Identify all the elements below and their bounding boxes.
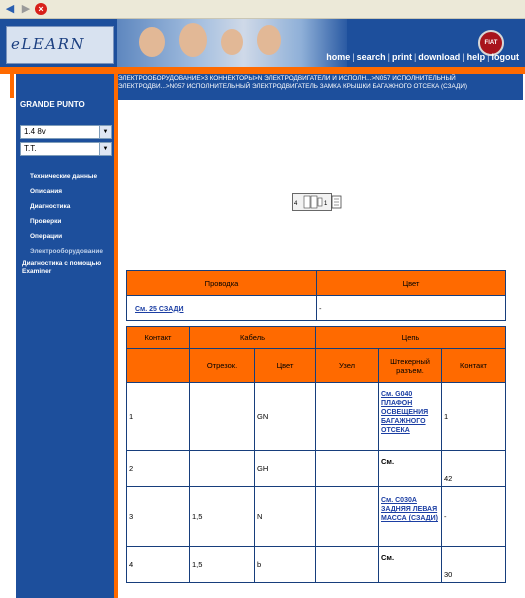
contact-cell: -	[442, 487, 506, 547]
top-nav: home | search | print | download | help | logout	[326, 52, 519, 62]
browser-toolbar	[0, 0, 525, 19]
connector-diagram	[292, 193, 342, 211]
node-cell	[316, 547, 379, 583]
table-row	[127, 487, 506, 547]
pin-cell: 4	[127, 547, 190, 583]
back-arrow-icon[interactable]: ◀	[5, 3, 15, 15]
model-title: GRANDE PUNTO	[20, 100, 85, 109]
table-row	[127, 451, 506, 487]
node-cell	[316, 487, 379, 547]
color-cell: b	[255, 547, 316, 583]
sidebar-item-electrical[interactable]: Электрооборудование	[30, 248, 103, 255]
length-cell	[190, 383, 255, 451]
nav-home-link[interactable]: home	[326, 52, 351, 62]
table-row	[127, 383, 506, 451]
chevron-down-icon: ▼	[99, 143, 111, 155]
sidebar-item-diagnostics[interactable]: Диагностика	[30, 203, 71, 210]
sidebar-item-checks[interactable]: Проверки	[30, 218, 62, 225]
forward-arrow-icon[interactable]: ▶	[21, 3, 31, 15]
length-cell	[190, 451, 255, 487]
header-wiring: Проводка	[127, 271, 317, 296]
engine-select[interactable]	[20, 125, 112, 139]
site-header	[0, 19, 525, 67]
pin-cell: 1	[127, 383, 190, 451]
header-node: Узел	[316, 349, 379, 383]
wiring-table	[126, 270, 506, 321]
header-cable: Кабель	[190, 327, 316, 349]
stop-icon[interactable]: ×	[35, 3, 47, 15]
connector-pin-4-label: 4	[294, 201, 298, 207]
color-cell: N	[255, 487, 316, 547]
header-color: Цвет	[317, 271, 506, 296]
header-cable-color: Цвет	[255, 349, 316, 383]
contact-cell: 1	[442, 383, 506, 451]
connector-link[interactable]: См. C030A ЗАДНЯЯ ЛЕВАЯ МАССА (СЗАДИ)	[381, 497, 438, 522]
header-blank	[127, 349, 190, 383]
header-connector: Штекерный разъем.	[379, 349, 442, 383]
node-cell	[316, 451, 379, 487]
contact-cell: 42	[442, 451, 506, 487]
length-cell: 1,5	[190, 547, 255, 583]
nav-help-link[interactable]: help	[466, 52, 486, 62]
connector-cell: См.	[379, 547, 442, 583]
nav-print-link[interactable]: print	[391, 52, 412, 62]
nav-search-link[interactable]: search	[356, 52, 386, 62]
pin-table	[126, 326, 506, 583]
orange-accent-left	[10, 67, 14, 98]
color-cell: GH	[255, 451, 316, 487]
fiat-logo: FIAT	[478, 30, 504, 56]
connector-cell: См.	[379, 451, 442, 487]
header-contact: Контакт	[127, 327, 190, 349]
nav-download-link[interactable]: download	[418, 52, 461, 62]
header-target-contact: Контакт	[442, 349, 506, 383]
contact-cell: 30	[442, 547, 506, 583]
pin-cell: 2	[127, 451, 190, 487]
connector-link[interactable]: См. G040 ПЛАФОН ОСВЕЩЕНИЯ БАГАЖНОГО ОТСЕКА	[381, 391, 429, 434]
pin-cell: 3	[127, 487, 190, 547]
table-row	[127, 547, 506, 583]
version-select[interactable]	[20, 142, 112, 156]
connector-pin-1-label: 1	[324, 201, 328, 207]
sidebar-item-tech-data[interactable]: Технические данные	[30, 173, 98, 180]
wiring-link[interactable]: См. 25 СЗАДИ	[135, 305, 184, 313]
orange-accent-right	[114, 67, 118, 598]
header-photo	[117, 19, 347, 67]
elearn-logo	[6, 26, 114, 64]
node-cell	[316, 383, 379, 451]
version-select-value: T.T.	[24, 144, 37, 153]
sidebar-item-descriptions[interactable]: Описания	[30, 188, 63, 195]
orange-divider	[0, 67, 525, 74]
nav-logout-link[interactable]: logout	[491, 52, 519, 62]
length-cell: 1,5	[190, 487, 255, 547]
engine-select-value: 1.4 8v	[24, 127, 46, 136]
wiring-color-cell: -	[317, 296, 506, 321]
color-cell: GN	[255, 383, 316, 451]
logo-text: eLEARN	[11, 35, 86, 53]
chevron-down-icon: ▼	[99, 126, 111, 138]
header-circuit: Цепь	[316, 327, 506, 349]
header-length: Отрезок.	[190, 349, 255, 383]
breadcrumb: ЭЛЕКТРООБОРУДОВАНИЕ>3 КОННЕКТОРЫ>N ЭЛЕКТРОДВИГАТЕЛИ И ИСПОЛН...>N057 ИСПОЛНИТЕЛЬНЫЙ ЭЛЕКТРОДВИ...>N057 ИСПОЛНИТЕЛЬНЫЙ ЭЛЕКТРОДВИГАТЕЛЬ ЗАМКА КРЫШКИ БАГАЖНОГО ОТСЕКА (СЗАДИ)	[118, 74, 523, 100]
sidebar-menu	[20, 170, 112, 280]
sidebar-item-operations[interactable]: Операции	[30, 233, 63, 240]
table-row	[127, 296, 506, 321]
sidebar-item-examiner[interactable]: Диагностика с помощью Examiner	[22, 260, 102, 275]
